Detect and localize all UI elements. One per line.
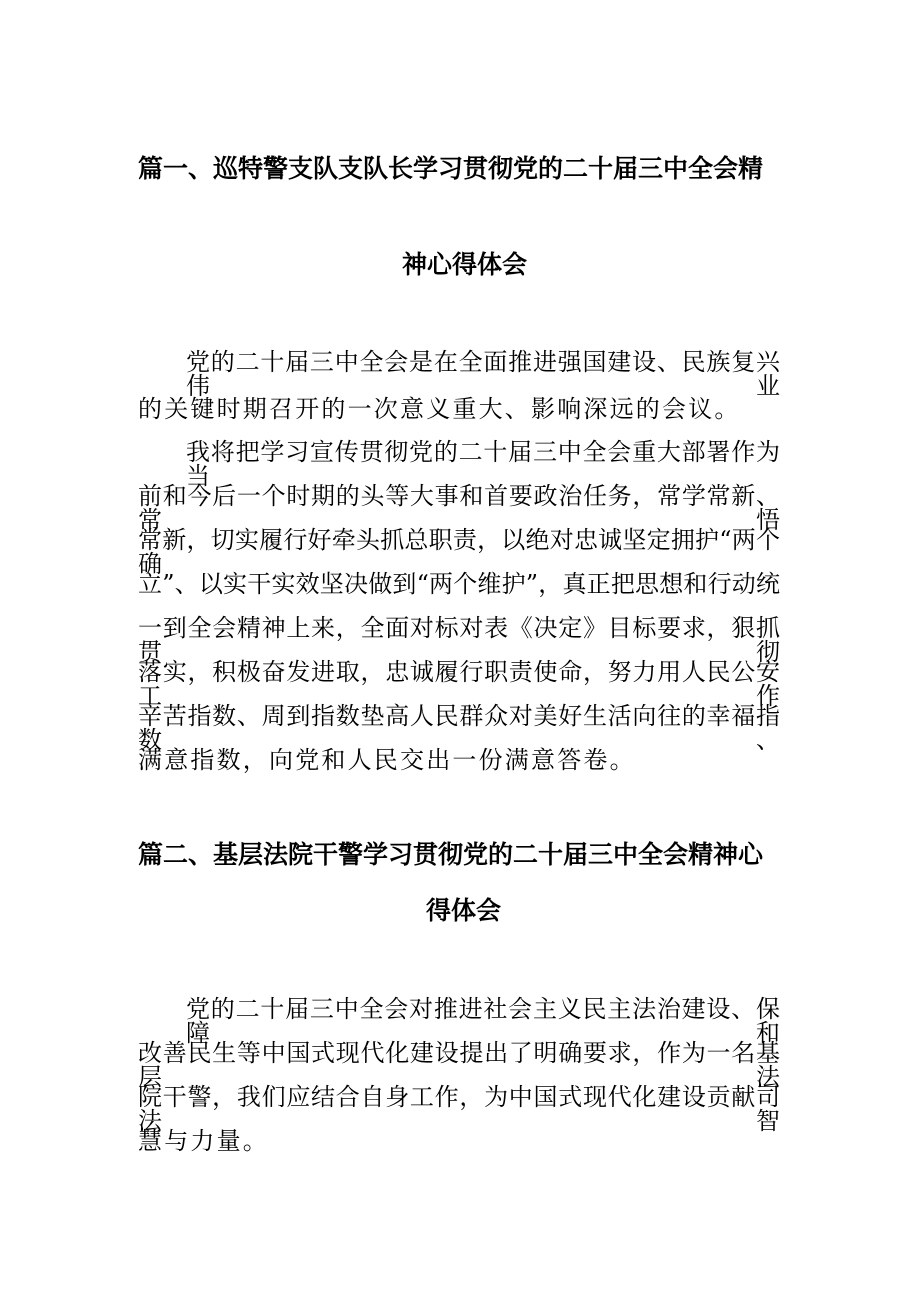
section1-para2-line5: 一到全会精神上来，全面对标对表《决定》目标要求，狠抓贯彻: [138, 614, 780, 666]
section2-heading-line1: 篇二、基层法院干警学习贯彻党的二十届三中全会精神心: [138, 840, 764, 869]
section1-para1-line2: 的关键时期召开的一次意义重大、影响深远的会议。: [138, 395, 741, 423]
section2-para1-line3: 院干警，我们应结合自身工作，为中国式现代化建设贡献司法智: [138, 1083, 780, 1135]
section1-para1-line1: 党的二十届三中全会是在全面推进强国建设、民族复兴伟业: [186, 348, 780, 400]
section2-heading-line2: 得体会: [426, 896, 502, 925]
section1-para2-line6: 落实，积极奋发进取，忠诚履行职责使命，努力用人民公安工作: [138, 658, 780, 710]
section1-para2-line7: 辛苦指数、周到指数垫高人民群众对美好生活向往的幸福指数、: [138, 702, 780, 754]
section1-para2-line3: 常新，切实履行好牵头抓总职责，以绝对忠诚坚定拥护“两个确: [138, 526, 780, 578]
section1-para2-line4: 立”、以实干实效坚决做到“两个维护”，真正把思想和行动统: [138, 570, 780, 598]
section1-heading-line1: 篇一、巡特警支队支队长学习贯彻党的二十届三中全会精: [138, 154, 764, 183]
section1-para2-line2: 前和今后一个时期的头等大事和首要政治任务，常学常新、常悟: [138, 482, 780, 534]
section1-para2-line1: 我将把学习宣传贯彻党的二十届三中全会重大部署作为当: [186, 438, 780, 490]
section2-para1-line2: 改善民生等中国式现代化建设提出了明确要求，作为一名基层法: [138, 1039, 780, 1091]
section1-heading-line2: 神心得体会: [402, 250, 528, 279]
section2-para1-line1: 党的二十届三中全会对推进社会主义民主法治建设、保障和: [186, 995, 780, 1047]
section1-para2-line8: 满意指数，向党和人民交出一份满意答卷。: [138, 746, 636, 774]
section2-para1-line4: 慧与力量。: [138, 1127, 269, 1155]
